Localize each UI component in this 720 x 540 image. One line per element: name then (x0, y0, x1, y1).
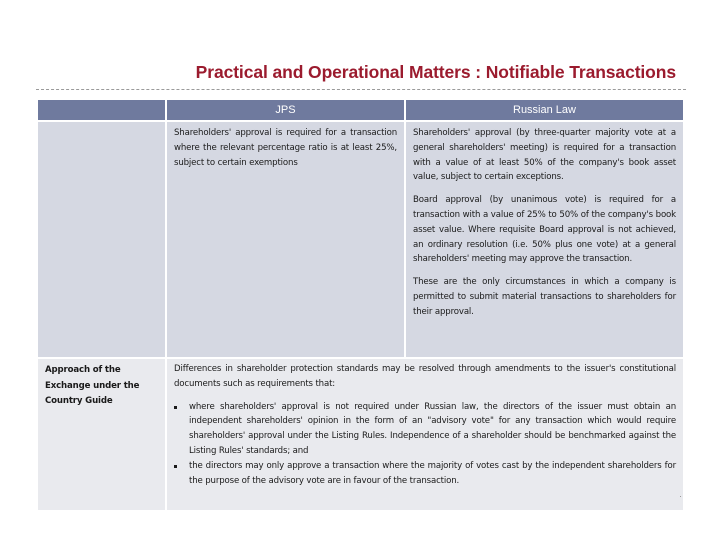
header-cell-blank (38, 100, 165, 120)
comparison-table (38, 100, 683, 510)
decorative-dot (680, 496, 681, 497)
table-row (38, 122, 683, 357)
row-label-cell (38, 122, 165, 357)
list-item-text: the directors may only approve a transaction where the majority of votes cast by the independent shareholders for the purpose of the advisory vote are in favour of the transaction. (189, 460, 676, 486)
requirements-list (174, 400, 676, 489)
bullet-icon (174, 465, 177, 468)
slide-title: Practical and Operational Matters : Notifiable Transactions (195, 62, 676, 82)
russian-law-para-1: Shareholders' approval (by three-quarter majority vote at a general shareholders' meeting) is required for a transaction with a value of at least 50% of the company's book asset value, subject to certain exceptions. (413, 128, 676, 183)
russian-law-cell (406, 122, 683, 357)
exchange-approach-intro: Differences in shareholder protection standards may be resolved through amendments to the issuer's constitutional documents such as requirements that: (174, 364, 676, 389)
list-item (174, 400, 676, 459)
jps-text: Shareholders' approval is required for a transaction where the relevant percentage ratio is at least 25%, subject to certain exemptions (174, 128, 397, 168)
list-item-text: where shareholders' approval is not required under Russian law, the directors of the issuer must obtain an independent shareholders' opinion in the form of an "advisory vote" for any transaction which would require shareholders' approval under the Listing Rules. Independence of a shareholder should be benchmarked against the Listing Rules' standards; and (189, 401, 676, 456)
title-divider (36, 89, 686, 90)
bullet-icon (174, 406, 177, 409)
list-item (174, 459, 676, 489)
exchange-approach-cell (167, 359, 683, 510)
russian-law-para-3: These are the only circumstances in which a company is permitted to submit material transactions to shareholders for their approval. (413, 277, 676, 317)
header-cell-jps: JPS (167, 100, 404, 120)
jps-cell (167, 122, 404, 357)
table-header-row (38, 100, 683, 120)
header-cell-russian-law: Russian Law (406, 100, 683, 120)
russian-law-para-2: Board approval (by unanimous vote) is required for a transaction with a value of 25% to 50% of the company's book asset value. Where requisite Board approval is not achieved, an ordinary resolution (i.e. 50% plus one vote) at a general shareholders' meeting may approve the transaction. (413, 195, 676, 265)
table-row (38, 359, 683, 510)
row-label-cell: Approach of the Exchange under the Country Guide (38, 359, 165, 510)
